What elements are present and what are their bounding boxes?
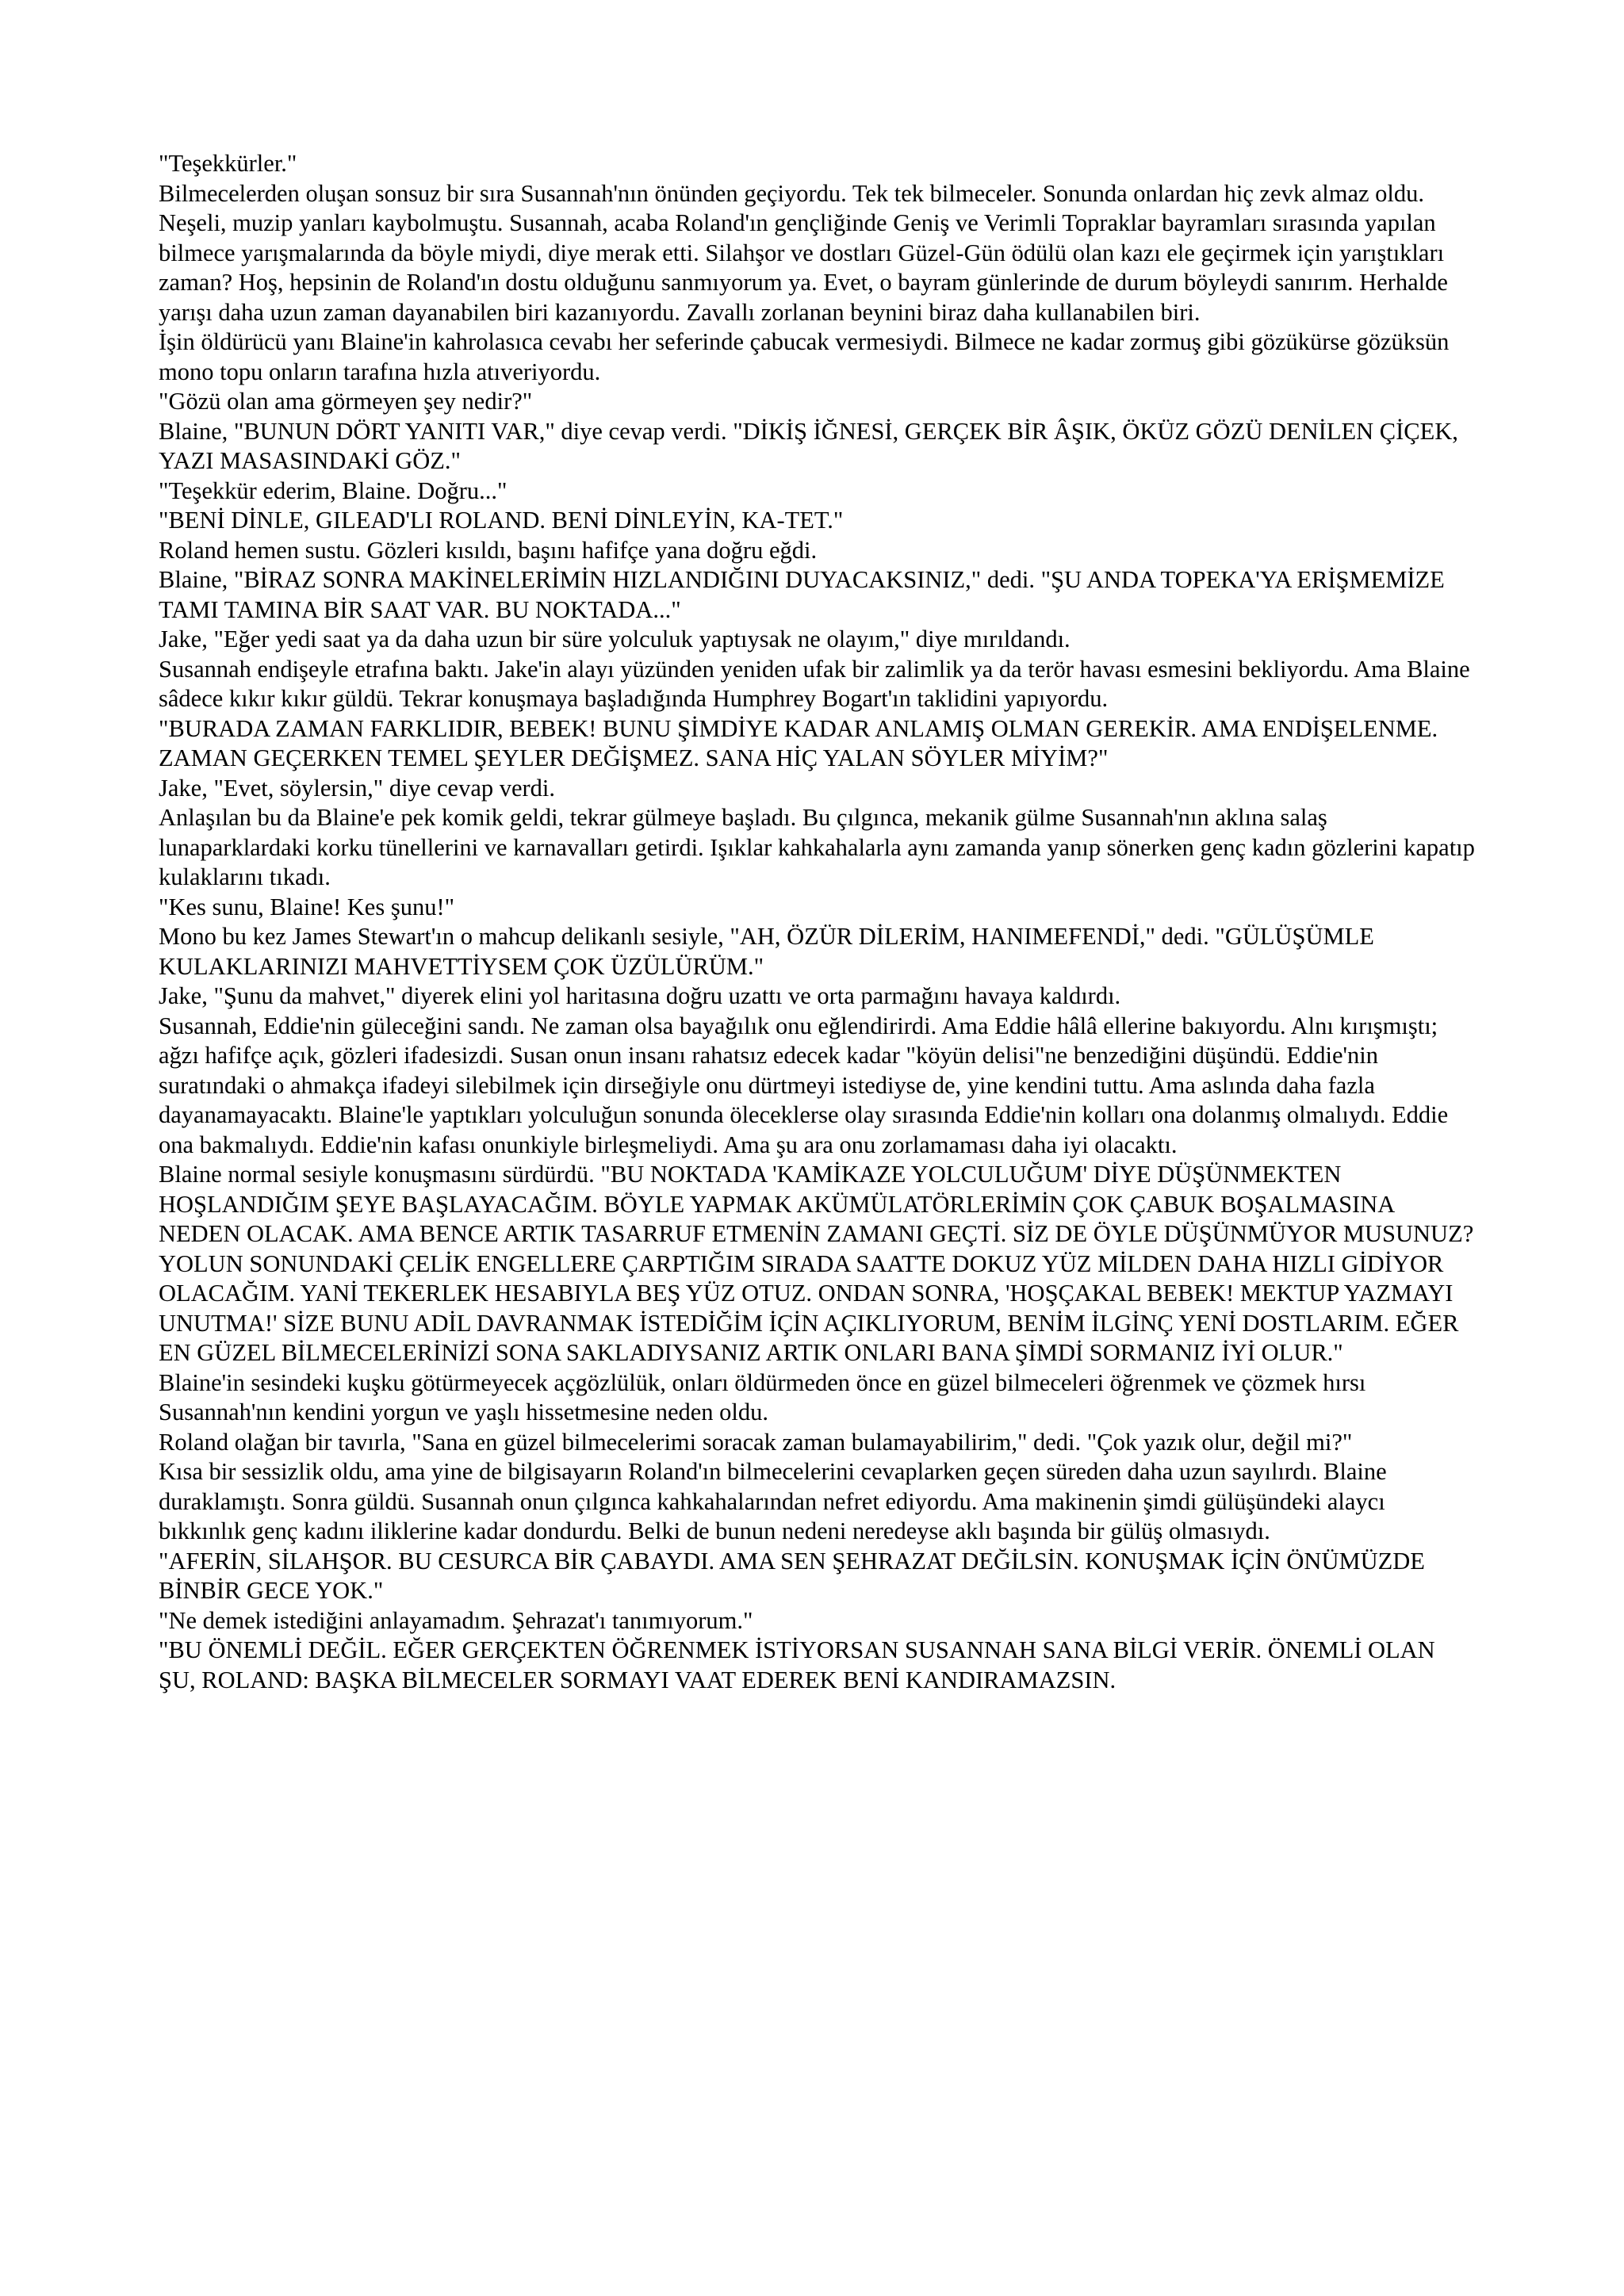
paragraph: Susannah endişeyle etrafına baktı. Jake'in alayı yüzünden yeniden ufak bir zalimlik ya da terör havası esmesini bekliyordu. Ama Blaine sâdece kıkır kıkır güldü. Tekrar konuşmaya başladığında Humphrey Bogart'ın taklidini yapıyordu. (159, 655, 1470, 712)
paragraph: Roland olağan bir tavırla, "Sana en güzel bilmecelerimi soracak zaman bulamayabilirim," dedi. "Çok yazık olur, değil mi?" (159, 1428, 1353, 1456)
paragraph: "Teşekkürler." (159, 150, 297, 177)
paragraph: "Gözü olan ama görmeyen şey nedir?" (159, 388, 533, 415)
paragraph: Blaine'in sesindeki kuşku götürmeyecek açgözlülük, onları öldürmeden önce en güzel bilmeceleri öğrenmek ve çözmek hırsı Susannah'nın kendini yorgun ve yaşlı hissetmesine neden oldu. (159, 1368, 1366, 1425)
paragraph: Jake, "Şunu da mahvet," diyerek elini yol haritasına doğru uzattı ve orta parmağını havaya kaldırdı. (159, 982, 1121, 1009)
paragraph: "Teşekkür ederim, Blaine. Doğru..." (159, 476, 508, 504)
paragraph: Blaine normal sesiyle konuşmasını sürdürdü. "BU NOKTADA 'KAMİKAZE YOLCULUĞUM' DİYE DÜŞÜNMEKTEN HOŞLANDIĞIM ŞEYE BAŞLAYACAĞIM. BÖYLE YAPMAK AKÜMÜLATÖRLERİMİN ÇOK ÇABUK BOŞALMASINA NEDEN OLACAK. AMA BENCE ARTIK TASARRUF ETMENİN ZAMANI GEÇTİ. SİZ DE ÖYLE DÜŞÜNMÜYOR MUSUNUZ? YOLUN SONUNDAKİ ÇELİK ENGELLERE ÇARPTIĞIM SIRADA SAATTE DOKUZ YÜZ MİLDEN DAHA HIZLI GİDİYOR OLACAĞIM. YANİ TEKERLEK HESABIYLA BEŞ YÜZ OTUZ. ONDAN SONRA, 'HOŞÇAKAL BEBEK! MEKTUP YAZMAYI UNUTMA!' SİZE BUNU ADİL DAVRANMAK İSTEDİĞİM İÇİN AÇIKLIYORUM, BENİM İLGİNÇ YENİ DOSTLARIM. EĞER EN GÜZEL BİLMECELERİNİZİ SONA SAKLADIYSANIZ ARTIK ONLARI BANA ŞİMDİ SORMANIZ İYİ OLUR." (159, 1161, 1474, 1366)
paragraph: Susannah, Eddie'nin güleceğini sandı. Ne zaman olsa bayağılık onu eğlendirirdi. Ama Eddie hâlâ ellerine bakıyordu. Alnı kırışmıştı; ağzı hafifçe açık, gözleri ifadesizdi. Susan onun insanı rahatsız edecek kadar "köyün delisi"ne benzediğini düşündü. Eddie'nin suratındaki o ahmakça ifadeyi silebilmek için dirseğiyle onu dürtmeyi istediyse de, yine kendini tuttu. Ama aslında daha fazla dayanamayacaktı. Blaine'le yaptıkları yolculuğun sonunda öleceklerse olay sırasında Eddie'nin kolları ona dolanmış olmalıydı. Eddie ona bakmalıydı. Eddie'nin kafası onunkiyle birleşmeliydi. Ama şu ara onu zorlamaması daha iyi olacaktı. (159, 1012, 1449, 1158)
paragraph: Kısa bir sessizlik oldu, ama yine de bilgisayarın Roland'ın bilmecelerini cevaplarken geçen süreden daha uzun sayılırdı. Blaine duraklamıştı. Sonra güldü. Susannah onun çılgınca kahkahalarından nefret ediyordu. Ama makinenin şimdi gülüşündeki alaycı bıkkınlık genç kadını iliklerine kadar dondurdu. Belki de bunun nedeni neredeyse aklı başında bir gülüş olmasıydı. (159, 1458, 1387, 1544)
paragraph: "BURADA ZAMAN FARKLIDIR, BEBEK! BUNU ŞİMDİYE KADAR ANLAMIŞ OLMAN GEREKİR. AMA ENDİŞELENME. ZAMAN GEÇERKEN TEMEL ŞEYLER DEĞİŞMEZ. SANA HİÇ YALAN SÖYLER MİYİM?" (159, 714, 1438, 771)
paragraph: Blaine, "BUNUN DÖRT YANITI VAR," diye cevap verdi. "DİKİŞ İĞNESİ, GERÇEK BİR ÂŞIK, ÖKÜZ GÖZÜ DENİLEN ÇİÇEK, YAZI MASASINDAKİ GÖZ." (159, 417, 1458, 474)
paragraph: Blaine, "BİRAZ SONRA MAKİNELERİMİN HIZLANDIĞINI DUYACAKSINIZ," dedi. "ŞU ANDA TOPEKA'YA ERİŞMEMİZE TAMI TAMINA BİR SAAT VAR. BU NOKTADA..." (159, 566, 1445, 623)
paragraph: Bilmecelerden oluşan sonsuz bir sıra Susannah'nın önünden geçiyordu. Tek tek bilmeceler. Sonunda onlardan hiç zevk almaz oldu. Neşeli, muzip yanları kaybolmuştu. Susannah, acaba Roland'ın gençliğinde Geniş ve Verimli Topraklar bayramları sırasında yapılan bilmece yarışmalarında da böyle miydi, diye merak etti. Silahşor ve dostları Güzel-Gün ödülü olan kazı ele geçirmek için yarıştıkları zaman? Hoş, hepsinin de Roland'ın dostu olduğunu sanmıyorum ya. Evet, o bayram günlerinde de durum böyleydi sanırım. Herhalde yarışı daha uzun zaman dayanabilen biri kazanıyordu. Zavallı zorlanan beynini biraz daha kullanabilen biri. (159, 179, 1448, 326)
paragraph: Roland hemen sustu. Gözleri kısıldı, başını hafifçe yana doğru eğdi. (159, 536, 818, 564)
paragraph: "Ne demek istediğini anlayamadım. Şehrazat'ı tanımıyorum." (159, 1606, 753, 1634)
paragraph: "BU ÖNEMLİ DEĞİL. EĞER GERÇEKTEN ÖĞRENMEK İSTİYORSAN SUSANNAH SANA BİLGİ VERİR. ÖNEMLİ OLAN ŞU, ROLAND: BAŞKA BİLMECELER SORMAYI VAAT EDEREK BENİ KANDIRAMAZSIN. (159, 1636, 1435, 1693)
paragraph: "AFERİN, SİLAHŞOR. BU CESURCA BİR ÇABAYDI. AMA SEN ŞEHRAZAT DEĞİLSİN. KONUŞMAK İÇİN ÖNÜMÜZDE BİNBİR GECE YOK." (159, 1547, 1425, 1604)
paragraph: "BENİ DİNLE, GILEAD'LI ROLAND. BENİ DİNLEYİN, KA-TET." (159, 507, 844, 534)
paragraph: Jake, "Evet, söylersin," diye cevap verdi. (159, 774, 556, 802)
paragraph: Mono bu kez James Stewart'ın o mahcup delikanlı sesiyle, "AH, ÖZÜR DİLERİM, HANIMEFENDİ," dedi. "GÜLÜŞÜMLE KULAKLARINIZI MAHVETTİYSEM ÇOK ÜZÜLÜRÜM." (159, 923, 1374, 980)
paragraph: "Kes sunu, Blaine! Kes şunu!" (159, 893, 455, 920)
paragraph: İşin öldürücü yanı Blaine'in kahrolasıca cevabı her seferinde çabucak vermesiydi. Bilmece ne kadar zormuş gibi gözükürse gözüksün mono topu onların tarafına hızla atıveriyordu. (159, 328, 1450, 385)
paragraph: Jake, "Eğer yedi saat ya da daha uzun bir süre yolculuk yaptıysak ne olayım," diye mırıldandı. (159, 626, 1071, 652)
document-page (159, 149, 1475, 1695)
paragraph: Anlaşılan bu da Blaine'e pek komik geldi, tekrar gülmeye başladı. Bu çılgınca, mekanik gülme Susannah'nın aklına salaş lunaparklardaki korku tünellerini ve karnavalları getirdi. Işıklar kahkahalarla aynı zamanda yanıp sönerken genç kadın gözlerini kapatıp kulaklarını tıkadı. (159, 804, 1475, 890)
